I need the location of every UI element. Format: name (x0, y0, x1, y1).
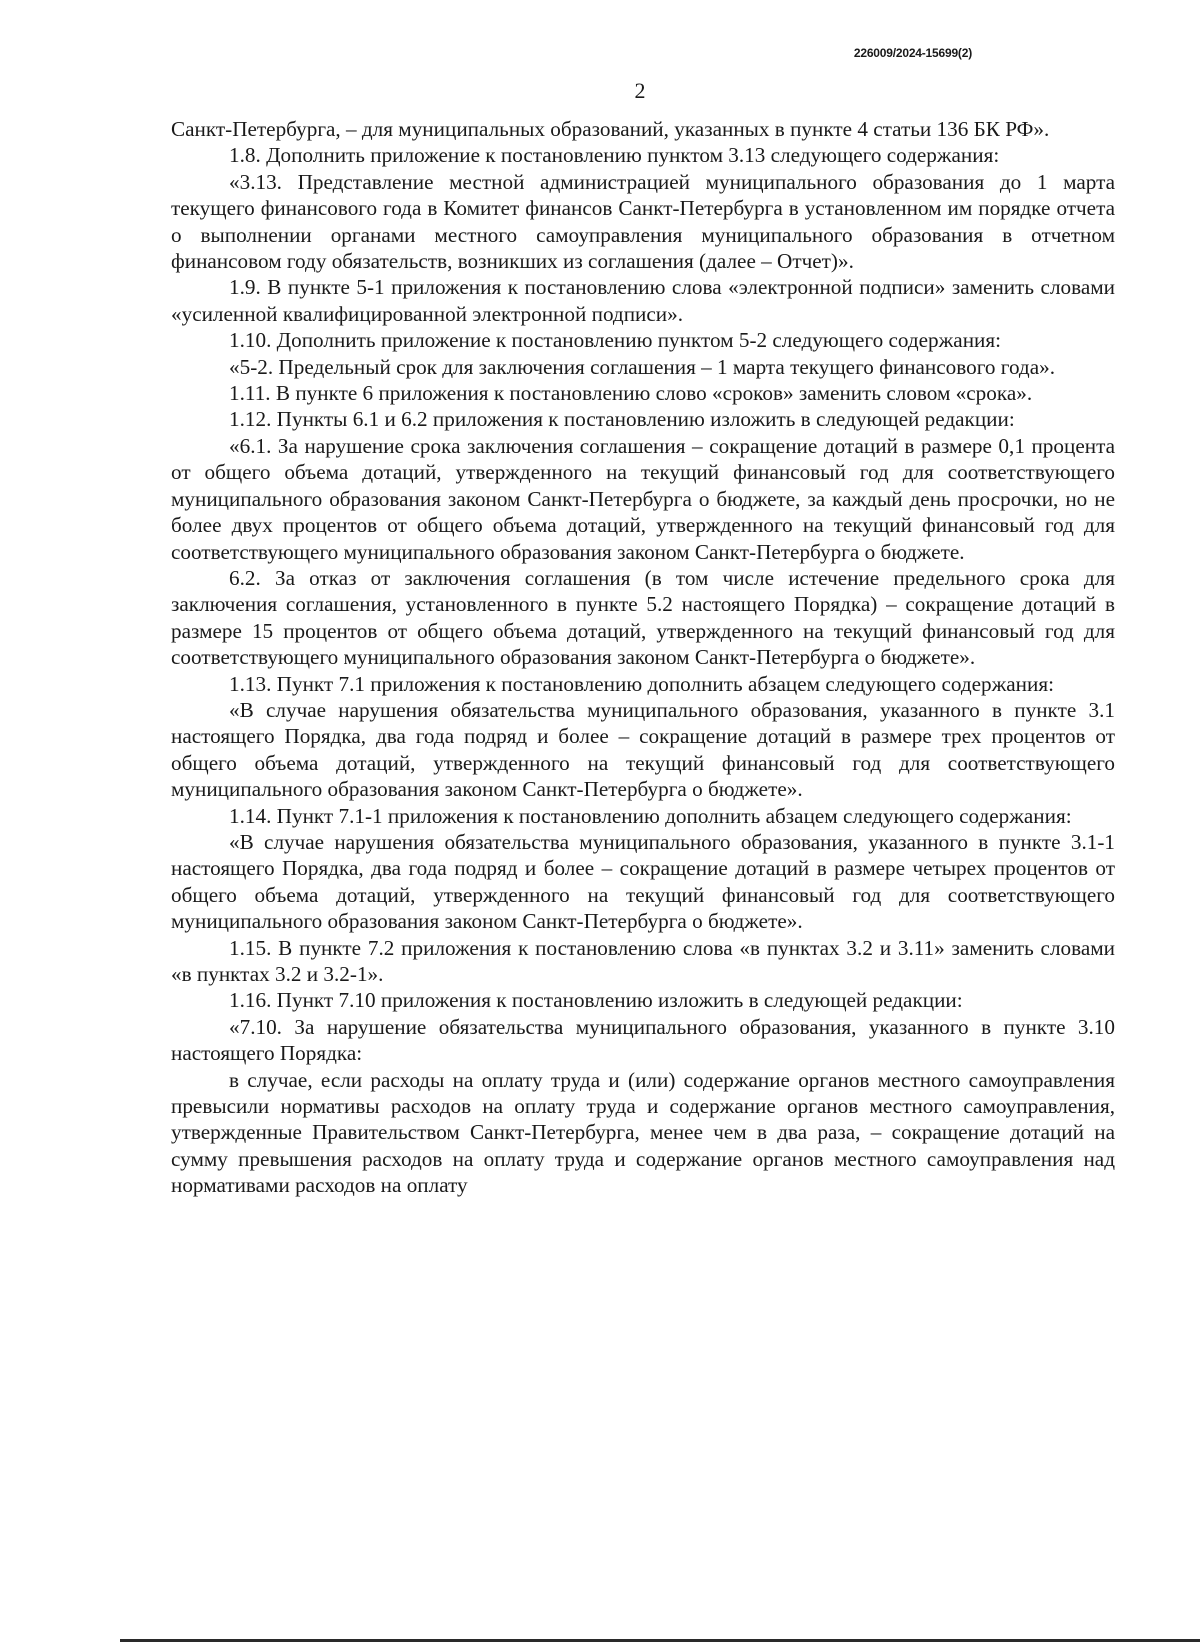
paragraph-6-2: 6.2. За отказ от заключения соглашения (в том числе истечение предельного срока для заключения соглашения, установленного в пункте 5.2 настоящего Порядка) – сокращение дотаций в размере 15 процентов от общего объема дотаций, утвержденного на текущий финансовый год для соответствующего муниципального образования законом Санкт-Петербурга о бюджете». (171, 565, 1115, 670)
document-body (171, 116, 1115, 1199)
paragraph-1-12: 1.12. Пункты 6.1 и 6.2 приложения к постановлению изложить в следующей редакции: (229, 407, 1015, 432)
page-number: 2 (634, 78, 646, 103)
paragraph-1-14: 1.14. Пункт 7.1-1 приложения к постановлению дополнить абзацем следующего содержания: (229, 803, 1072, 828)
paragraph-7-10-quote: «7.10. За нарушение обязательства муниципального образования, указанного в пункте 3.10 настоящего Порядка: (171, 1014, 1115, 1066)
paragraph-1-11: 1.11. В пункте 6 приложения к постановлению слово «сроков» заменить словом «срока». (229, 381, 1033, 406)
paragraph-continuation: Санкт-Петербурга, – для муниципальных образований, указанных в пункте 4 статьи 136 БК РФ». (171, 117, 1050, 141)
paragraph-1-16: 1.16. Пункт 7.10 приложения к постановлению изложить в следующей редакции: (229, 988, 963, 1013)
paragraph-1-8: 1.8. Дополнить приложение к постановлению пунктом 3.13 следующего содержания: (229, 143, 1000, 168)
paragraph-7-10-case: в случае, если расходы на оплату труда и (или) содержание органов местного самоуправления превысили нормативы расходов на оплату труда и содержание органов местного самоуправления, утвержденные Правительством Санкт-Петербурга, менее чем в два раза, – сокращение дотаций на сумму превышения расходов на оплату труда и содержание органов местного самоуправления над нормативами расходов на оплату (171, 1067, 1115, 1198)
paragraph-1-15: 1.15. В пункте 7.2 приложения к постановлению слова «в пунктах 3.2 и 3.11» заменить словами «в пунктах 3.2 и 3.2-1». (171, 935, 1115, 986)
paragraph-7-1-quote: «В случае нарушения обязательства муниципального образования, указанного в пункте 3.1 настоящего Порядка, два года подряд и более – сокращение дотаций в размере трех процентов от общего объема дотаций, утвержденного на текущий финансовый год для соответствующего муниципального образования законом Санкт-Петербурга о бюджете». (171, 697, 1115, 802)
paragraph-1-13: 1.13. Пункт 7.1 приложения к постановлению дополнить абзацем следующего содержания: (229, 671, 1054, 696)
paragraph-3-13-quote: «3.13. Представление местной администрацией муниципального образования до 1 марта текущего финансового года в Комитет финансов Санкт-Петербурга в установленном им порядке отчета о выполнении органами местного самоуправления муниципального образования в отчетном финансовом году обязательств, возникших из соглашения (далее – Отчет)». (171, 169, 1115, 274)
paragraph-1-9: 1.9. В пункте 5-1 приложения к постановлению слова «электронной подписи» заменить словами «усиленной квалифицированной электронной подписи». (171, 275, 1115, 326)
paragraph-7-1-1-quote: «В случае нарушения обязательства муниципального образования, указанного в пункте 3.1-1 настоящего Порядка, два года подряд и более – сокращение дотаций в размере четырех процентов от общего объема дотаций, утвержденного на текущий финансовый год для соответствующего муниципального образования законом Санкт-Петербурга о бюджете». (171, 829, 1115, 934)
paragraph-1-10: 1.10. Дополнить приложение к постановлению пунктом 5-2 следующего содержания: (229, 328, 1001, 353)
paragraph-6-1-quote: «6.1. За нарушение срока заключения соглашения – сокращение дотаций в размере 0,1 процента от общего объема дотаций, утвержденного на текущий финансовый год для соответствующего муниципального образования законом Санкт-Петербурга о бюджете, за каждый день просрочки, но не более двух процентов от общего объема дотаций, утвержденного на текущий финансовый год для соответствующего муниципального образования законом Санкт-Петербурга о бюджете. (171, 433, 1115, 564)
paragraph-5-2-quote: «5-2. Предельный срок для заключения соглашения – 1 марта текущего финансового года». (229, 354, 1055, 379)
document-registration-number: 226009/2024-15699(2) (853, 46, 972, 60)
